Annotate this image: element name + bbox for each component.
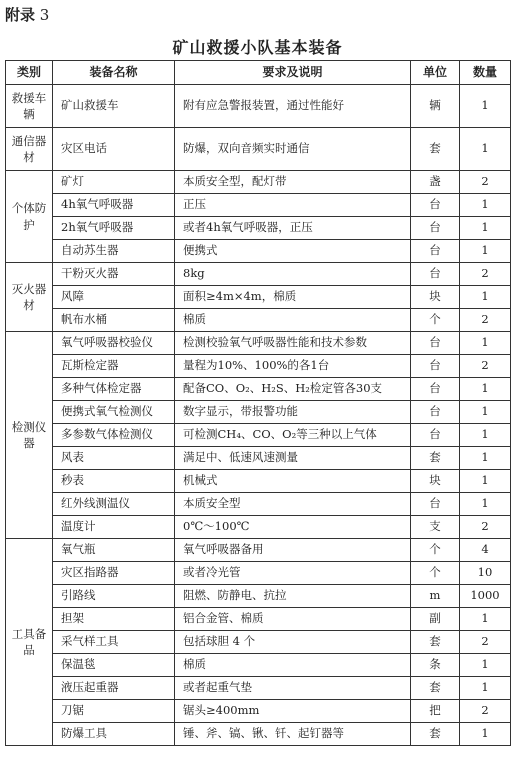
quantity-cell: 4 — [460, 539, 511, 562]
equipment-name-cell: 引路线 — [53, 585, 175, 608]
table-row — [6, 286, 511, 309]
requirement-cell: 包括球胆 4 个 — [175, 631, 411, 654]
unit-cell: 套 — [411, 447, 460, 470]
table-row — [6, 447, 511, 470]
unit-cell: m — [411, 585, 460, 608]
quantity-cell: 1 — [460, 608, 511, 631]
requirement-cell: 或者起重气垫 — [175, 677, 411, 700]
quantity-cell: 1 — [460, 470, 511, 493]
quantity-cell: 1 — [460, 424, 511, 447]
equipment-table — [5, 60, 511, 746]
quantity-cell: 1 — [460, 194, 511, 217]
requirement-cell: 锯头≥400mm — [175, 700, 411, 723]
requirement-cell: 满足中、低速风速测量 — [175, 447, 411, 470]
requirement-cell: 检测校验氧气呼吸器性能和技术参数 — [175, 332, 411, 355]
unit-cell: 个 — [411, 562, 460, 585]
unit-cell: 台 — [411, 332, 460, 355]
unit-cell: 个 — [411, 309, 460, 332]
requirement-cell: 本质安全型，配灯带 — [175, 171, 411, 194]
table-row — [6, 723, 511, 746]
table-row — [6, 516, 511, 539]
quantity-cell: 2 — [460, 355, 511, 378]
unit-cell: 条 — [411, 654, 460, 677]
appendix-label — [5, 4, 49, 25]
unit-cell: 台 — [411, 378, 460, 401]
requirement-cell: 氧气呼吸器备用 — [175, 539, 411, 562]
unit-cell: 套 — [411, 631, 460, 654]
quantity-cell: 1 — [460, 128, 511, 171]
table-row — [6, 424, 511, 447]
table-row — [6, 194, 511, 217]
table-row — [6, 700, 511, 723]
requirement-cell: 0℃～100℃ — [175, 516, 411, 539]
requirement-cell: 锤、斧、镐、锹、钎、起钉器等 — [175, 723, 411, 746]
unit-cell: 辆 — [411, 85, 460, 128]
quantity-cell: 10 — [460, 562, 511, 585]
requirement-cell: 正压 — [175, 194, 411, 217]
category-cell: 通信器材 — [6, 128, 53, 171]
equipment-name-cell: 矿灯 — [53, 171, 175, 194]
table-row — [6, 128, 511, 171]
quantity-cell: 1 — [460, 85, 511, 128]
table-row — [6, 171, 511, 194]
quantity-cell: 1 — [460, 493, 511, 516]
unit-cell: 台 — [411, 355, 460, 378]
requirement-cell: 防爆，双向音频实时通信 — [175, 128, 411, 171]
quantity-cell: 2 — [460, 700, 511, 723]
equipment-name-cell: 多种气体检定器 — [53, 378, 175, 401]
quantity-cell: 2 — [460, 309, 511, 332]
equipment-name-cell: 液压起重器 — [53, 677, 175, 700]
requirement-cell: 便携式 — [175, 240, 411, 263]
equipment-name-cell: 矿山救援车 — [53, 85, 175, 128]
table-header-row — [6, 61, 511, 85]
requirement-cell: 可检测CH₄、CO、O₂等三种以上气体 — [175, 424, 411, 447]
quantity-cell: 1 — [460, 677, 511, 700]
equipment-name-cell: 瓦斯检定器 — [53, 355, 175, 378]
requirement-cell: 本质安全型 — [175, 493, 411, 516]
requirement-cell: 配备CO、O₂、H₂S、H₂检定管各30支 — [175, 378, 411, 401]
unit-cell: 台 — [411, 240, 460, 263]
table-row — [6, 677, 511, 700]
equipment-name-cell: 多参数气体检测仪 — [53, 424, 175, 447]
requirement-cell: 机械式 — [175, 470, 411, 493]
header-requirements: 要求及说明 — [175, 61, 411, 85]
table-row — [6, 608, 511, 631]
quantity-cell: 2 — [460, 631, 511, 654]
unit-cell: 支 — [411, 516, 460, 539]
requirement-cell: 或者冷光管 — [175, 562, 411, 585]
appendix-word: 附录 — [5, 6, 36, 24]
requirement-cell: 棉质 — [175, 309, 411, 332]
equipment-name-cell: 担架 — [53, 608, 175, 631]
equipment-name-cell: 温度计 — [53, 516, 175, 539]
table-row — [6, 85, 511, 128]
table-row — [6, 355, 511, 378]
unit-cell: 台 — [411, 424, 460, 447]
equipment-name-cell: 刀锯 — [53, 700, 175, 723]
table-row — [6, 217, 511, 240]
unit-cell: 套 — [411, 677, 460, 700]
table-row — [6, 401, 511, 424]
table-title: 矿山救援小队基本装备 — [172, 38, 343, 57]
table-body — [6, 85, 511, 746]
quantity-cell: 2 — [460, 263, 511, 286]
appendix-number: 3 — [39, 6, 50, 24]
category-cell: 灭火器材 — [6, 263, 53, 332]
unit-cell: 台 — [411, 217, 460, 240]
requirement-cell: 或者4h氧气呼吸器，正压 — [175, 217, 411, 240]
unit-cell: 把 — [411, 700, 460, 723]
table-row — [6, 470, 511, 493]
equipment-name-cell: 红外线测温仪 — [53, 493, 175, 516]
quantity-cell: 1 — [460, 723, 511, 746]
table-row — [6, 240, 511, 263]
table-row — [6, 378, 511, 401]
unit-cell: 套 — [411, 723, 460, 746]
quantity-cell: 1 — [460, 240, 511, 263]
header-quantity: 数量 — [460, 61, 511, 85]
quantity-cell: 1 — [460, 378, 511, 401]
equipment-name-cell: 保温毯 — [53, 654, 175, 677]
unit-cell: 台 — [411, 263, 460, 286]
requirement-cell: 数字显示，带报警功能 — [175, 401, 411, 424]
category-cell: 个体防护 — [6, 171, 53, 263]
equipment-name-cell: 风障 — [53, 286, 175, 309]
equipment-name-cell: 氧气呼吸器校验仪 — [53, 332, 175, 355]
equipment-name-cell: 防爆工具 — [53, 723, 175, 746]
equipment-name-cell: 便携式氧气检测仪 — [53, 401, 175, 424]
header-unit: 单位 — [411, 61, 460, 85]
equipment-name-cell: 灾区指路器 — [53, 562, 175, 585]
requirement-cell: 量程为10%、100%的各1台 — [175, 355, 411, 378]
requirement-cell: 8kg — [175, 263, 411, 286]
quantity-cell: 1 — [460, 654, 511, 677]
category-cell: 检测仪器 — [6, 332, 53, 539]
table-row — [6, 631, 511, 654]
table-row — [6, 654, 511, 677]
unit-cell: 副 — [411, 608, 460, 631]
quantity-cell: 1 — [460, 332, 511, 355]
quantity-cell: 1 — [460, 401, 511, 424]
unit-cell: 台 — [411, 401, 460, 424]
table-row — [6, 493, 511, 516]
requirement-cell: 面积≥4m×4m，棉质 — [175, 286, 411, 309]
quantity-cell: 1 — [460, 286, 511, 309]
equipment-name-cell: 帆布水桶 — [53, 309, 175, 332]
unit-cell: 块 — [411, 286, 460, 309]
equipment-name-cell: 干粉灭火器 — [53, 263, 175, 286]
table-row — [6, 263, 511, 286]
header-equipment-name: 装备名称 — [53, 61, 175, 85]
category-cell: 工具备品 — [6, 539, 53, 746]
table-row — [6, 562, 511, 585]
requirement-cell: 棉质 — [175, 654, 411, 677]
table-row — [6, 585, 511, 608]
quantity-cell: 1 — [460, 217, 511, 240]
equipment-name-cell: 4h氧气呼吸器 — [53, 194, 175, 217]
quantity-cell: 2 — [460, 171, 511, 194]
equipment-name-cell: 秒表 — [53, 470, 175, 493]
category-cell: 救援车辆 — [6, 85, 53, 128]
quantity-cell: 2 — [460, 516, 511, 539]
equipment-name-cell: 风表 — [53, 447, 175, 470]
equipment-name-cell: 2h氧气呼吸器 — [53, 217, 175, 240]
equipment-name-cell: 采气样工具 — [53, 631, 175, 654]
header-category: 类别 — [6, 61, 53, 85]
equipment-name-cell: 自动苏生器 — [53, 240, 175, 263]
equipment-name-cell: 灾区电话 — [53, 128, 175, 171]
requirement-cell: 铝合金管、棉质 — [175, 608, 411, 631]
quantity-cell: 1 — [460, 447, 511, 470]
unit-cell: 盏 — [411, 171, 460, 194]
unit-cell: 台 — [411, 194, 460, 217]
unit-cell: 个 — [411, 539, 460, 562]
unit-cell: 套 — [411, 128, 460, 171]
table-row — [6, 332, 511, 355]
unit-cell: 台 — [411, 493, 460, 516]
quantity-cell: 1000 — [460, 585, 511, 608]
requirement-cell: 阻燃、防静电、抗拉 — [175, 585, 411, 608]
equipment-name-cell: 氧气瓶 — [53, 539, 175, 562]
requirement-cell: 附有应急警报装置，通过性能好 — [175, 85, 411, 128]
unit-cell: 块 — [411, 470, 460, 493]
table-row — [6, 539, 511, 562]
table-row — [6, 309, 511, 332]
